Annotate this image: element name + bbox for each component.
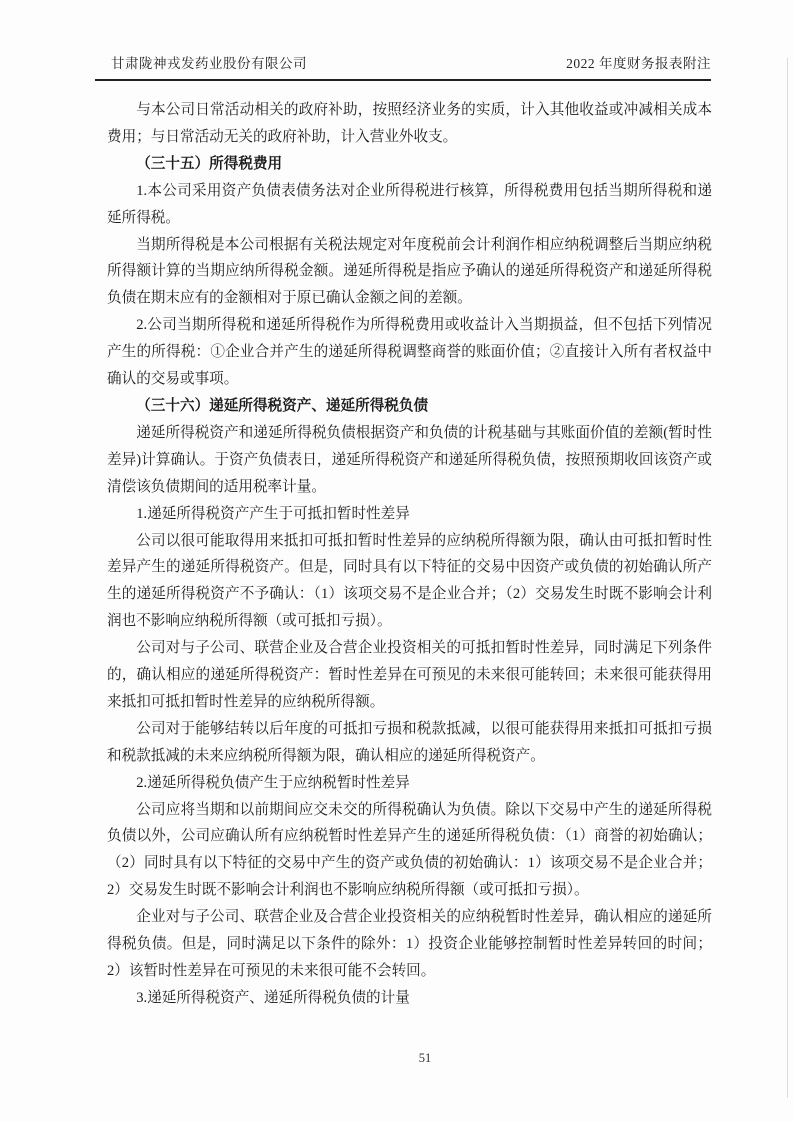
paragraph-carryforward-losses: 公司对于能够结转以后年度的可抵扣亏损和税款抵减，以很可能获得用来抵扣可抵扣亏损和税款抵减的未来应纳税所得额为限，确认相应的递延所得税资产。 bbox=[107, 720, 712, 764]
section-heading-income-tax-expense: （三十五）所得税费用 bbox=[136, 155, 283, 172]
paragraph-deferred-tax-basis: 递延所得税资产和递延所得税负债根据资产和负债的计税基础与其账面价值的差额(暂时性差异)计算确认。于资产负债表日，递延所得税资产和递延所得税负债，按照预期收回该资产或清偿该负债期间的适用税率计量。 bbox=[107, 424, 712, 495]
paragraph-subsidiary-deductible-differences: 公司对与子公司、联营企业及合营企业投资相关的可抵扣暂时性差异，同时满足下列条件的，确认相应的递延所得税资产：暂时性差异在可预见的未来很可能转回；未来很可能获得用来抵扣可抵扣暂时性差异的应纳税所得额。 bbox=[107, 640, 712, 710]
paragraph-tax-in-profit-loss: 2.公司当期所得税和递延所得税作为所得税费用或收益计入当期损益，但不包括下列情况产生的所得税：①企业合并产生的递延所得税调整商誉的账面价值；②直接计入所有者权益中确认的交易或事项。 bbox=[107, 317, 712, 388]
paragraph-current-income-tax: 当期所得税是本公司根据有关税法规定对年度税前会计利润作相应纳税调整后当期应纳税所得额计算的当期应纳所得税金额。递延所得税是指应予确认的递延所得税资产和递延所得税负债在期末应有的金额相对于原已确认金额之间的差额。 bbox=[107, 236, 712, 307]
subheading-deferred-tax-measurement: 3.递延所得税资产、递延所得税负债的计量 bbox=[136, 989, 410, 1006]
paragraph-government-grants: 与本公司日常活动相关的政府补助，按照经济业务的实质，计入其他收益或冲减相关成本费用；与日常活动无关的政府补助，计入营业外收支。 bbox=[107, 102, 712, 145]
subheading-deductible-differences: 1.递延所得税资产产生于可抵扣暂时性差异 bbox=[136, 505, 410, 522]
paragraph-balance-sheet-liability-method: 1.本公司采用资产负债表债务法对企业所得税进行核算，所得税费用包括当期所得税和递延所得税。 bbox=[107, 182, 712, 226]
paragraph-deferred-tax-liabilities: 公司应将当期和以前期间应交未交的所得税确认为负债。除以下交易中产生的递延所得税负债以外，公司应确认所有应纳税暂时性差异产生的递延所得税负债：（1）商誉的初始确认；（2）同时具有以下特征的交易中产生的资产或负债的初始确认：1）该项交易不是企业合并；2）交易发生时既不影响会计利润也不影响应纳税所得额（或可抵扣亏损）。 bbox=[107, 801, 712, 899]
subheading-taxable-differences: 2.递延所得税负债产生于应纳税暂时性差异 bbox=[136, 774, 410, 791]
report-title: 2022 年度财务报表附注 bbox=[566, 56, 711, 71]
company-name: 甘肃陇神戎发药业股份有限公司 bbox=[111, 56, 307, 71]
paragraph-deferred-tax-assets-limit: 公司以很可能取得用来抵扣可抵扣暂时性差异的应纳税所得额为限，确认由可抵扣暂时性差异产生的递延所得税资产。但是，同时具有以下特征的交易中因资产或负债的初始确认所产生的递延所得税资产不予确认：（1）该项交易不是企业合并；（2）交易发生时既不影响会计利润也不影响应纳税所得额（或可抵扣亏损）。 bbox=[107, 532, 712, 630]
page-header bbox=[95, 52, 711, 81]
page-number: 51 bbox=[418, 1051, 432, 1065]
section-heading-deferred-tax: （三十六）递延所得税资产、递延所得税负债 bbox=[136, 397, 429, 414]
paragraph-subsidiary-taxable-differences: 企业对与子公司、联营企业及合营企业投资相关的应纳税暂时性差异，确认相应的递延所得税负债。但是，同时满足以下条件的除外：1）投资企业能够控制暂时性差异转回的时间；2）该暂时性差异在可预见的未来很可能不会转回。 bbox=[107, 909, 712, 979]
scan-edge-line bbox=[787, 58, 788, 1098]
document-body bbox=[107, 97, 712, 1012]
